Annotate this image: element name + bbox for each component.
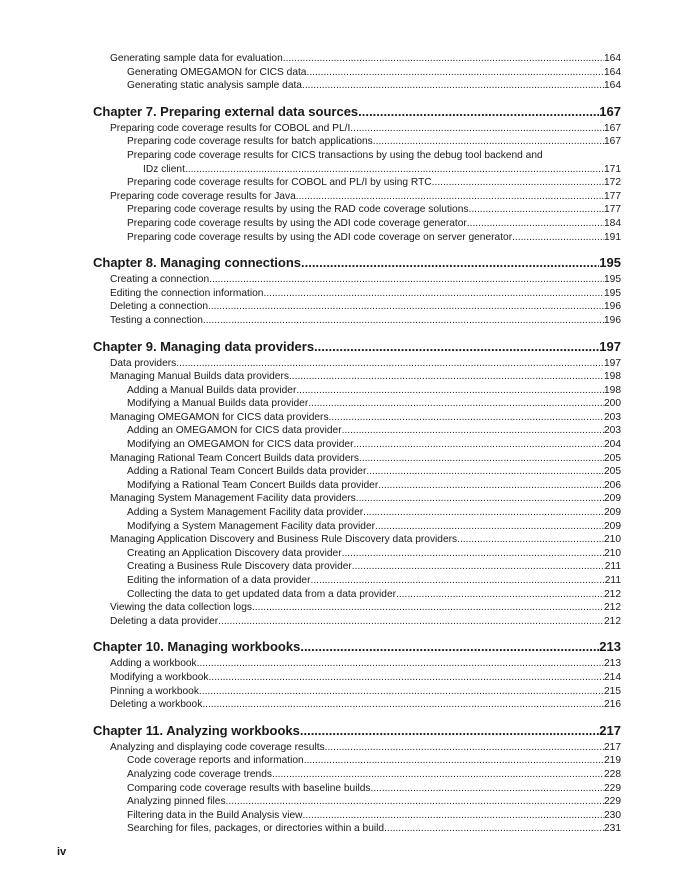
toc-entry[interactable] [93, 411, 621, 425]
toc-entry-page: 215 [604, 685, 621, 697]
leader-dots [311, 574, 605, 588]
leader-dots [314, 338, 599, 356]
toc-entry-title: Managing Manual Builds data providers [110, 371, 289, 383]
leader-dots [366, 465, 604, 479]
toc-entry-title: Code coverage reports and information [127, 755, 304, 767]
leader-dots [467, 217, 604, 231]
toc-entry-title-continued: IDz client [143, 163, 185, 175]
leader-dots [185, 163, 604, 177]
toc-entry[interactable] [93, 657, 621, 671]
leader-dots [296, 190, 604, 204]
toc-entry-page: 229 [604, 796, 621, 808]
toc-entry-page: 167 [604, 136, 621, 148]
leader-dots [283, 52, 604, 66]
toc-entry[interactable] [93, 615, 621, 629]
toc-entry-page: 216 [604, 699, 621, 711]
toc-entry-page: 217 [604, 741, 621, 753]
leader-dots [325, 741, 604, 755]
leader-dots [303, 809, 604, 823]
leader-dots [359, 452, 604, 466]
chapter-8-heading[interactable] [93, 254, 621, 272]
chapter-page: 197 [599, 338, 621, 354]
toc-entry[interactable] [93, 424, 621, 438]
toc-entry[interactable] [93, 782, 621, 796]
toc-entry[interactable] [93, 384, 621, 398]
toc-entry-page: 210 [604, 547, 621, 559]
leader-dots [457, 533, 604, 547]
leader-dots [512, 231, 604, 245]
leader-dots [363, 506, 604, 520]
toc-entry-title: Preparing code coverage results for COBOL and PL/I [110, 122, 351, 134]
table-of-contents [93, 52, 621, 836]
toc-entry[interactable] [93, 122, 621, 136]
toc-entry-page: 228 [604, 768, 621, 780]
toc-entry-page: 198 [604, 371, 621, 383]
leader-dots [202, 698, 604, 712]
toc-entry[interactable] [93, 79, 621, 93]
chapter-title: Chapter 7. Preparing external data sources [93, 103, 359, 119]
leader-dots [304, 754, 604, 768]
toc-entry-page: 172 [604, 177, 621, 189]
toc-entry-title: Creating a Business Rule Discovery data provider [127, 561, 352, 573]
leader-dots [329, 411, 604, 425]
toc-entry-title: Managing OMEGAMON for CICS data providers [110, 411, 329, 423]
leader-dots [203, 314, 604, 328]
leader-dots [342, 547, 604, 561]
toc-entry-title: Analyzing code coverage trends [127, 768, 272, 780]
toc-entry-page: 229 [604, 782, 621, 794]
toc-entry-page: 212 [604, 602, 621, 614]
toc-entry[interactable] [93, 52, 621, 66]
toc-entry[interactable] [93, 300, 621, 314]
toc-entry[interactable] [93, 370, 621, 384]
toc-entry[interactable] [93, 601, 621, 615]
toc-entry[interactable] [93, 314, 621, 328]
toc-entry-page: 195 [604, 274, 621, 286]
toc-entry[interactable] [93, 741, 621, 755]
toc-entry-title: Managing Rational Team Concert Builds data providers [110, 452, 359, 464]
toc-entry[interactable] [93, 287, 621, 301]
toc-entry[interactable] [93, 465, 621, 479]
toc-entry-title: Modifying a workbook [110, 671, 209, 683]
chapter-title: Chapter 11. Analyzing workbooks [93, 722, 300, 738]
toc-entry-page: 210 [604, 534, 621, 546]
leader-dots [373, 135, 604, 149]
leader-dots [226, 795, 604, 809]
toc-entry-title: Creating an Application Discovery data provider [127, 547, 342, 559]
toc-entry-page: 219 [604, 755, 621, 767]
toc-entry-title: Testing a connection [110, 314, 203, 326]
toc-entry-title: Deleting a workbook [110, 699, 203, 711]
leader-dots [396, 588, 604, 602]
toc-entry[interactable] [93, 822, 621, 836]
chapter-title: Chapter 10. Managing workbooks [93, 639, 301, 655]
chapter-11-heading[interactable] [93, 722, 621, 740]
toc-entry[interactable] [93, 231, 621, 245]
toc-entry-page: 231 [604, 823, 621, 835]
leader-dots [263, 287, 604, 301]
toc-entry-page: 209 [604, 507, 621, 519]
leader-dots [432, 176, 604, 190]
toc-entry-title: Generating sample data for evaluation [110, 53, 283, 64]
leader-dots [384, 822, 604, 836]
page-number: iv [57, 846, 67, 858]
toc-entry-title: Editing the connection information [110, 287, 264, 299]
toc-entry[interactable] [93, 452, 621, 466]
toc-entry-page: 191 [604, 231, 621, 243]
toc-entry-title: Generating static analysis sample data [127, 80, 302, 92]
leader-dots [342, 424, 604, 438]
toc-entry-page: 205 [604, 452, 621, 464]
leader-dots [272, 768, 604, 782]
toc-entry[interactable] [93, 754, 621, 768]
toc-entry-page: 211 [604, 561, 621, 573]
toc-entry-title: Pinning a workbook [110, 685, 199, 697]
toc-entry[interactable] [93, 809, 621, 823]
leader-dots [209, 273, 604, 287]
toc-entry[interactable] [93, 438, 621, 452]
toc-entry-title: Analyzing and displaying code coverage results [110, 741, 325, 753]
toc-entry[interactable] [93, 492, 621, 506]
toc-entry-page: 209 [604, 493, 621, 505]
toc-entry-page: 230 [604, 809, 621, 821]
toc-entry-page: 209 [604, 520, 621, 532]
toc-entry[interactable] [93, 66, 621, 80]
toc-entry-title: Deleting a data provider [110, 615, 219, 627]
toc-entry-title: Viewing the data collection logs [110, 602, 252, 614]
leader-dots [199, 685, 604, 699]
leader-dots [308, 397, 604, 411]
toc-entry-page: 195 [604, 287, 621, 299]
toc-entry[interactable] [93, 671, 621, 685]
toc-entry-page: 177 [604, 190, 621, 202]
toc-entry[interactable] [93, 520, 621, 534]
toc-entry-title: Searching for files, packages, or directories within a build [127, 823, 385, 835]
toc-entry-page: 203 [604, 411, 621, 423]
toc-entry-page: 212 [604, 615, 621, 627]
leader-dots [209, 671, 604, 685]
leader-dots [358, 103, 599, 121]
toc-entry-title: Deleting a connection [110, 301, 208, 313]
toc-entry-page: 212 [604, 588, 621, 600]
toc-entry[interactable] [93, 768, 621, 782]
toc-entry-title: Adding a Rational Team Concert Builds data provider [127, 466, 367, 478]
toc-entry-title: Preparing code coverage results by using the RAD code coverage solutions [127, 204, 469, 216]
chapter-title: Chapter 9. Managing data providers [93, 338, 315, 354]
toc-entry-title: Modifying a Manual Builds data provider [127, 398, 309, 410]
toc-entry[interactable] [93, 685, 621, 699]
leader-dots [468, 203, 604, 217]
chapter-9-heading[interactable] [93, 338, 621, 356]
leader-dots [197, 657, 604, 671]
toc-entry-title: Adding a workbook [110, 658, 197, 670]
toc-entry-title: Preparing code coverage results for COBOL and PL/I by using RTC [127, 177, 432, 189]
toc-entry[interactable] [93, 533, 621, 547]
toc-entry-page: 213 [604, 658, 621, 670]
leader-dots [208, 300, 604, 314]
leader-dots [296, 384, 604, 398]
toc-entry-page: 196 [604, 314, 621, 326]
toc-entry[interactable] [93, 273, 621, 287]
toc-entry[interactable] [93, 560, 621, 574]
toc-entry-title: Filtering data in the Build Analysis view [127, 809, 303, 821]
toc-entry-title: Modifying a System Management Facility data provider [127, 520, 376, 532]
leader-dots [218, 615, 604, 629]
toc-entry-title: Preparing code coverage results by using the ADI code coverage generator [127, 217, 467, 229]
toc-entry-page: 205 [604, 466, 621, 478]
toc-entry[interactable] [93, 190, 621, 204]
toc-entry[interactable] [93, 698, 621, 712]
toc-entry-title: Managing System Management Facility data providers [110, 493, 356, 505]
toc-entry[interactable] [93, 506, 621, 520]
leader-dots [252, 601, 604, 615]
toc-entry-title: Modifying an OMEGAMON for CICS data provider [127, 439, 354, 451]
leader-dots [176, 357, 604, 371]
chapter-title: Chapter 8. Managing connections [93, 255, 302, 271]
toc-entry-title: Comparing code coverage results with baseline builds [127, 782, 371, 794]
toc-entry-title: Editing the information of a data provider [127, 575, 311, 586]
toc-entry[interactable] [93, 149, 621, 176]
leader-dots [375, 520, 604, 534]
leader-dots [378, 479, 604, 493]
chapter-page: 213 [599, 639, 621, 655]
toc-entry-page: 211 [604, 575, 621, 586]
toc-entry-page: 164 [604, 53, 621, 64]
chapter-7-heading[interactable] [93, 103, 621, 121]
leader-dots [289, 370, 604, 384]
leader-dots [306, 66, 604, 80]
toc-entry-title: Adding an OMEGAMON for CICS data provider [127, 425, 342, 437]
leader-dots [352, 560, 605, 574]
toc-entry[interactable] [93, 176, 621, 190]
toc-entry-page: 206 [604, 479, 621, 491]
leader-dots [300, 722, 599, 740]
toc-entry[interactable] [93, 357, 621, 371]
toc-entry-title: Generating OMEGAMON for CICS data [127, 66, 307, 78]
toc-entry-page: 204 [604, 439, 621, 451]
toc-entry-title: Collecting the data to get updated data from a data provider [127, 588, 397, 600]
toc-entry[interactable] [93, 479, 621, 493]
toc-entry-title: Modifying a Rational Team Concert Builds data provider [127, 479, 379, 491]
toc-entry-page: 167 [604, 122, 621, 134]
chapter-page: 167 [599, 103, 621, 119]
toc-entry[interactable] [93, 203, 621, 217]
toc-entry-title: Managing Application Discovery and Business Rule Discovery data providers [110, 534, 458, 546]
leader-dots [300, 638, 599, 656]
toc-entry-title: Preparing code coverage results for Java [110, 190, 296, 202]
chapter-10-heading[interactable] [93, 638, 621, 656]
toc-entry-page: 200 [604, 398, 621, 410]
toc-entry-page: 164 [604, 66, 621, 78]
toc-entry[interactable] [93, 397, 621, 411]
toc-entry-title: Preparing code coverage results by using the ADI code coverage on server generator [127, 231, 513, 243]
leader-dots [302, 79, 604, 93]
toc-entry-title: Adding a Manual Builds data provider [127, 384, 297, 396]
chapter-page: 217 [599, 722, 621, 738]
toc-entry-page: 203 [604, 425, 621, 437]
toc-entry-page: 171 [604, 163, 621, 175]
toc-entry[interactable] [93, 574, 621, 588]
chapter-page: 195 [599, 255, 621, 271]
toc-entry-page: 198 [604, 384, 621, 396]
toc-entry[interactable] [93, 217, 621, 231]
toc-entry-title: Preparing code coverage results for batch applications [127, 136, 373, 148]
toc-entry-title: Preparing code coverage results for CICS transactions by using the debug tool backend and [127, 149, 543, 161]
toc-entry[interactable] [93, 135, 621, 149]
leader-dots [356, 492, 604, 506]
toc-entry-page: 196 [604, 301, 621, 313]
toc-entry-page: 177 [604, 204, 621, 216]
leader-dots [301, 254, 599, 272]
toc-entry-page: 184 [604, 217, 621, 229]
toc-entry-title: Analyzing pinned files [127, 796, 226, 808]
toc-entry[interactable] [93, 795, 621, 809]
toc-entry-title: Adding a System Management Facility data provider [127, 507, 364, 519]
toc-entry-page: 164 [604, 80, 621, 92]
toc-entry-page: 197 [604, 357, 621, 369]
leader-dots [350, 122, 604, 136]
toc-entry-continuation [127, 163, 621, 177]
toc-entry[interactable] [93, 547, 621, 561]
toc-entry[interactable] [93, 588, 621, 602]
leader-dots [371, 782, 604, 796]
toc-entry-page: 214 [604, 671, 621, 683]
toc-entry-title: Creating a connection [110, 274, 210, 286]
leader-dots [353, 438, 604, 452]
toc-entry-title: Data providers [110, 357, 177, 369]
